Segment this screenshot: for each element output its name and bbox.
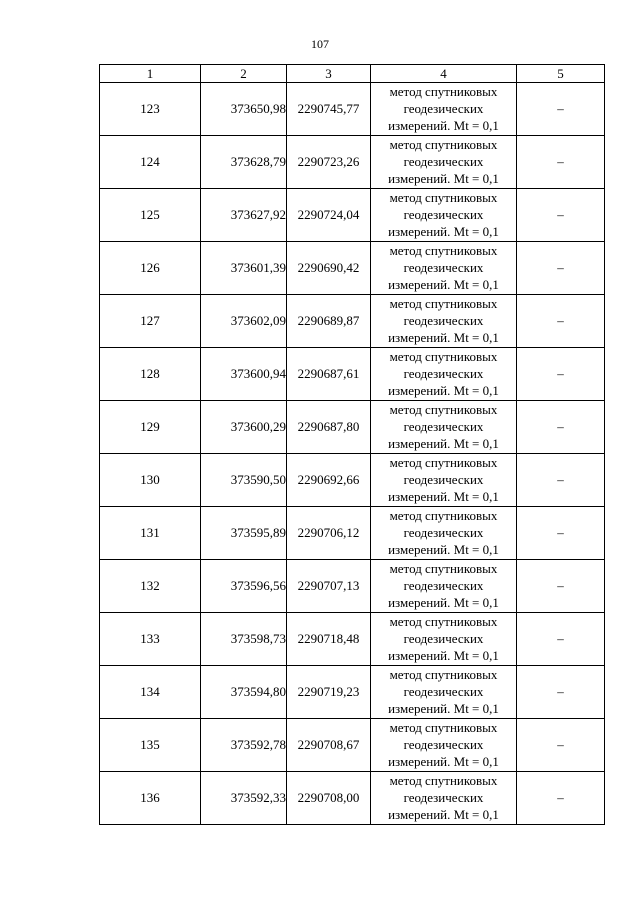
column-5-value: – bbox=[517, 772, 605, 825]
method-description bbox=[371, 507, 517, 560]
column-5-value: – bbox=[517, 242, 605, 295]
column-5-value: – bbox=[517, 560, 605, 613]
method-line: измерений. Mt = 0,1 bbox=[388, 224, 499, 239]
coordinate-y: 2290706,12 bbox=[287, 507, 371, 560]
method-description bbox=[371, 719, 517, 772]
method-line: геодезических bbox=[403, 260, 484, 275]
column-header: 4 bbox=[371, 65, 517, 83]
method-line: геодезических bbox=[403, 366, 484, 381]
method-line: метод спутниковых bbox=[389, 137, 498, 152]
method-line: измерений. Mt = 0,1 bbox=[388, 118, 499, 133]
table-row bbox=[100, 242, 605, 295]
coordinate-x: 373602,09 bbox=[201, 295, 287, 348]
table-header-row bbox=[100, 65, 605, 83]
method-line: метод спутниковых bbox=[389, 720, 498, 735]
coordinate-x: 373596,56 bbox=[201, 560, 287, 613]
method-description bbox=[371, 666, 517, 719]
method-line: геодезических bbox=[403, 631, 484, 646]
coordinate-x: 373650,98 bbox=[201, 83, 287, 136]
method-line: метод спутниковых bbox=[389, 243, 498, 258]
column-header: 5 bbox=[517, 65, 605, 83]
column-5-value: – bbox=[517, 295, 605, 348]
method-line: измерений. Mt = 0,1 bbox=[388, 436, 499, 451]
coordinate-x: 373590,50 bbox=[201, 454, 287, 507]
method-description bbox=[371, 83, 517, 136]
coordinate-y: 2290724,04 bbox=[287, 189, 371, 242]
method-description bbox=[371, 772, 517, 825]
coordinate-y: 2290690,42 bbox=[287, 242, 371, 295]
method-line: измерений. Mt = 0,1 bbox=[388, 807, 499, 822]
column-5-value: – bbox=[517, 613, 605, 666]
point-number: 133 bbox=[100, 613, 201, 666]
coordinate-y: 2290723,26 bbox=[287, 136, 371, 189]
point-number: 129 bbox=[100, 401, 201, 454]
method-line: геодезических bbox=[403, 313, 484, 328]
method-line: измерений. Mt = 0,1 bbox=[388, 754, 499, 769]
coordinate-x: 373594,80 bbox=[201, 666, 287, 719]
table-row bbox=[100, 136, 605, 189]
column-header: 1 bbox=[100, 65, 201, 83]
coordinate-x: 373600,94 bbox=[201, 348, 287, 401]
point-number: 132 bbox=[100, 560, 201, 613]
page-number: 107 bbox=[311, 37, 329, 51]
column-5-value: – bbox=[517, 136, 605, 189]
coordinate-x: 373595,89 bbox=[201, 507, 287, 560]
point-number: 134 bbox=[100, 666, 201, 719]
table-row bbox=[100, 560, 605, 613]
method-description bbox=[371, 613, 517, 666]
column-5-value: – bbox=[517, 189, 605, 242]
point-number: 130 bbox=[100, 454, 201, 507]
coordinate-x: 373628,79 bbox=[201, 136, 287, 189]
method-line: измерений. Mt = 0,1 bbox=[388, 489, 499, 504]
column-5-value: – bbox=[517, 401, 605, 454]
table-row bbox=[100, 507, 605, 560]
coordinate-x: 373592,78 bbox=[201, 719, 287, 772]
method-line: измерений. Mt = 0,1 bbox=[388, 171, 499, 186]
method-line: геодезических bbox=[403, 207, 484, 222]
method-line: геодезических bbox=[403, 101, 484, 116]
method-description bbox=[371, 401, 517, 454]
method-line: геодезических bbox=[403, 472, 484, 487]
point-number: 136 bbox=[100, 772, 201, 825]
table-row bbox=[100, 401, 605, 454]
point-number: 127 bbox=[100, 295, 201, 348]
method-line: метод спутниковых bbox=[389, 402, 498, 417]
method-line: геодезических bbox=[403, 525, 484, 540]
method-line: измерений. Mt = 0,1 bbox=[388, 277, 499, 292]
table-row bbox=[100, 613, 605, 666]
method-line: метод спутниковых bbox=[389, 190, 498, 205]
method-line: метод спутниковых bbox=[389, 614, 498, 629]
table-row bbox=[100, 666, 605, 719]
coordinate-y: 2290692,66 bbox=[287, 454, 371, 507]
method-line: метод спутниковых bbox=[389, 667, 498, 682]
table-row bbox=[100, 454, 605, 507]
method-line: метод спутниковых bbox=[389, 508, 498, 523]
coordinate-y: 2290745,77 bbox=[287, 83, 371, 136]
method-line: геодезических bbox=[403, 154, 484, 169]
method-description bbox=[371, 189, 517, 242]
method-line: метод спутниковых bbox=[389, 561, 498, 576]
point-number: 125 bbox=[100, 189, 201, 242]
method-line: геодезических bbox=[403, 790, 484, 805]
method-line: измерений. Mt = 0,1 bbox=[388, 648, 499, 663]
method-line: измерений. Mt = 0,1 bbox=[388, 701, 499, 716]
coordinates-table bbox=[99, 64, 605, 825]
method-description bbox=[371, 242, 517, 295]
point-number: 128 bbox=[100, 348, 201, 401]
column-5-value: – bbox=[517, 719, 605, 772]
column-5-value: – bbox=[517, 454, 605, 507]
coordinate-x: 373592,33 bbox=[201, 772, 287, 825]
column-5-value: – bbox=[517, 348, 605, 401]
method-line: геодезических bbox=[403, 684, 484, 699]
method-line: измерений. Mt = 0,1 bbox=[388, 383, 499, 398]
method-description bbox=[371, 348, 517, 401]
method-line: метод спутниковых bbox=[389, 296, 498, 311]
coordinate-x: 373598,73 bbox=[201, 613, 287, 666]
point-number: 126 bbox=[100, 242, 201, 295]
point-number: 124 bbox=[100, 136, 201, 189]
method-line: геодезических bbox=[403, 578, 484, 593]
table-row bbox=[100, 348, 605, 401]
coordinate-y: 2290718,48 bbox=[287, 613, 371, 666]
method-line: геодезических bbox=[403, 419, 484, 434]
coordinate-x: 373601,39 bbox=[201, 242, 287, 295]
method-description bbox=[371, 454, 517, 507]
column-5-value: – bbox=[517, 507, 605, 560]
method-line: метод спутниковых bbox=[389, 349, 498, 364]
column-header: 3 bbox=[287, 65, 371, 83]
method-line: измерений. Mt = 0,1 bbox=[388, 330, 499, 345]
method-line: метод спутниковых bbox=[389, 84, 498, 99]
coordinate-x: 373600,29 bbox=[201, 401, 287, 454]
coordinate-x: 373627,92 bbox=[201, 189, 287, 242]
method-line: метод спутниковых bbox=[389, 773, 498, 788]
table-row bbox=[100, 295, 605, 348]
method-line: измерений. Mt = 0,1 bbox=[388, 595, 499, 610]
point-number: 123 bbox=[100, 83, 201, 136]
method-description bbox=[371, 295, 517, 348]
table-row bbox=[100, 83, 605, 136]
column-5-value: – bbox=[517, 666, 605, 719]
coordinate-y: 2290708,67 bbox=[287, 719, 371, 772]
coordinate-y: 2290708,00 bbox=[287, 772, 371, 825]
coordinate-y: 2290719,23 bbox=[287, 666, 371, 719]
table-row bbox=[100, 772, 605, 825]
point-number: 135 bbox=[100, 719, 201, 772]
method-description bbox=[371, 136, 517, 189]
column-5-value: – bbox=[517, 83, 605, 136]
method-line: геодезических bbox=[403, 737, 484, 752]
point-number: 131 bbox=[100, 507, 201, 560]
column-header: 2 bbox=[201, 65, 287, 83]
method-line: метод спутниковых bbox=[389, 455, 498, 470]
coordinate-y: 2290687,80 bbox=[287, 401, 371, 454]
table-row bbox=[100, 189, 605, 242]
table-row bbox=[100, 719, 605, 772]
coordinate-y: 2290689,87 bbox=[287, 295, 371, 348]
method-description bbox=[371, 560, 517, 613]
method-line: измерений. Mt = 0,1 bbox=[388, 542, 499, 557]
coordinate-y: 2290707,13 bbox=[287, 560, 371, 613]
coordinate-y: 2290687,61 bbox=[287, 348, 371, 401]
